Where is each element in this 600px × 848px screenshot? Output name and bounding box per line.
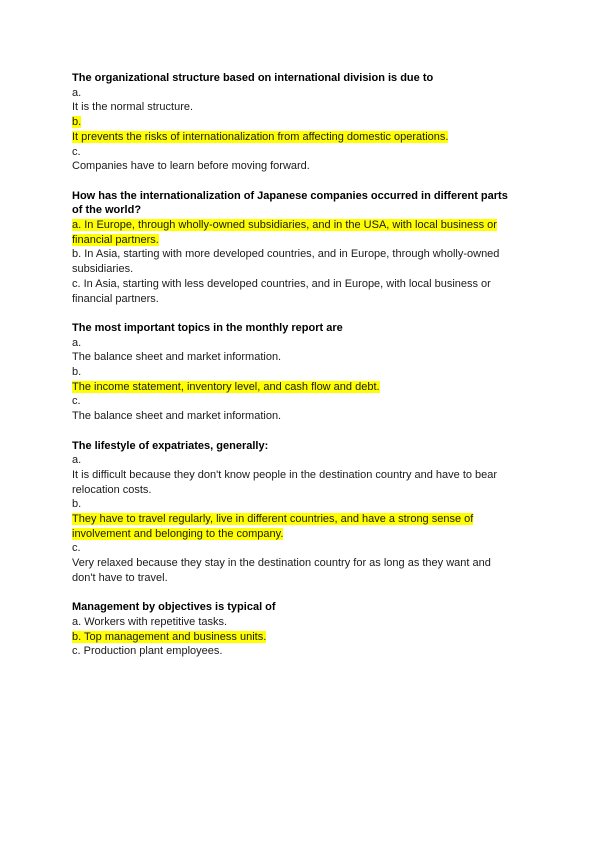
- question-title: Management by objectives is typical of: [72, 601, 276, 614]
- option-c-letter: c.: [72, 145, 81, 158]
- option-a-letter: a.: [72, 86, 82, 99]
- question-4: [72, 439, 510, 586]
- question-title: The lifestyle of expatriates, generally:: [72, 439, 269, 452]
- option-c: c. Production plant employees.: [72, 645, 223, 658]
- option-a-letter: a.: [72, 454, 82, 467]
- option-c-letter: c.: [72, 542, 81, 555]
- option-c-text: Companies have to learn before moving forward.: [72, 160, 310, 173]
- option-c: c. In Asia, starting with less developed countries, and in Europe, with local business or financial partners.: [72, 277, 491, 305]
- option-a: a. Workers with repetitive tasks.: [72, 615, 228, 628]
- option-b-letter: b.: [72, 116, 82, 129]
- option-b-text: The income statement, inventory level, and cash flow and debt.: [72, 380, 380, 393]
- option-a-text: The balance sheet and market information.: [72, 351, 282, 364]
- question-2: [72, 189, 510, 307]
- option-b: b. In Asia, starting with more developed countries, and in Europe, through wholly-owned subsidiaries.: [72, 248, 500, 276]
- option-c-text: Very relaxed because they stay in the destination country for as long as they want and don't have to travel.: [72, 557, 491, 584]
- option-c-letter: c.: [72, 395, 81, 408]
- option-b-text: They have to travel regularly, live in different countries, and have a strong sense of involvement and belonging to the company.: [72, 513, 474, 540]
- question-title: The most important topics in the monthly report are: [72, 321, 343, 334]
- option-b-text: It prevents the risks of internationalization from affecting domestic operations.: [72, 130, 449, 143]
- option-a-letter: a.: [72, 336, 82, 349]
- question-1: [72, 71, 510, 174]
- question-5: [72, 600, 510, 659]
- question-title: How has the internationalization of Japanese companies occurred in different parts of the world?: [72, 189, 508, 217]
- document-page: [72, 71, 510, 674]
- option-c-text: The balance sheet and market information.: [72, 410, 282, 423]
- option-a-text: It is the normal structure.: [72, 101, 194, 114]
- option-b-letter: b.: [72, 366, 82, 379]
- option-b-letter: b.: [72, 498, 82, 511]
- question-title: The organizational structure based on international division is due to: [72, 72, 434, 84]
- question-3: [72, 321, 510, 424]
- option-b: b. Top management and business units.: [72, 630, 267, 643]
- option-a-text: It is difficult because they don't know people in the destination country and have to bear relocation costs.: [72, 468, 498, 496]
- option-a: a. In Europe, through wholly-owned subsidiaries, and in the USA, with local business or financial partners.: [72, 219, 497, 246]
